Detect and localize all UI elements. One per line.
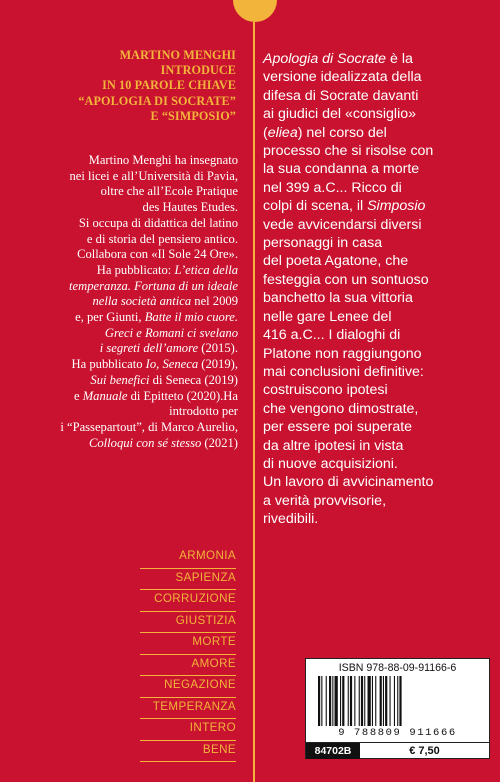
bio-line: Collabora con «Il Sole 24 Ore».	[77, 247, 238, 262]
bio-line	[28, 279, 238, 295]
heading-line: “APOLOGIA DI SOCRATE”	[78, 93, 236, 108]
description-text: è la	[386, 51, 413, 67]
description-line: 416 a.C... I dialoghi di	[263, 327, 401, 344]
keyword-label: TEMPERANZA	[152, 699, 236, 713]
keyword-item	[140, 655, 236, 677]
bio-text: Ha pubblicato:	[96, 262, 175, 277]
term: eliea	[267, 124, 298, 141]
bio-line: Martino Menghi ha insegnato	[88, 153, 238, 167]
bio-text: e	[73, 388, 83, 403]
description-line: rivedibili.	[263, 511, 319, 528]
bio-line	[28, 326, 238, 342]
book-title: Simposio	[367, 198, 426, 215]
keyword-label: SAPIENZA	[175, 570, 236, 584]
keyword-item	[140, 547, 236, 569]
description-line	[263, 197, 491, 215]
keyword-label: BENE	[202, 742, 236, 756]
description-line: festeggia con un sontuoso	[263, 271, 429, 288]
keyword-item	[140, 741, 236, 763]
description-line: a verità provvisorie,	[263, 492, 387, 509]
author-bio	[28, 153, 238, 451]
description-line: Un lavoro di avvicinamento	[263, 474, 434, 491]
keyword-item	[140, 698, 236, 720]
bio-line	[28, 310, 238, 326]
keyword-underline	[140, 761, 236, 762]
book-title: Io, Seneca	[145, 357, 199, 372]
description-line: nel 399 a.C... Ricco di	[263, 179, 402, 196]
barcode-icon	[318, 676, 477, 726]
bio-line: oltre che all’Ecole Pratique	[100, 184, 238, 199]
description-line: ai giudici del «consiglio»	[263, 106, 417, 123]
description-line: nelle gare Lenee del	[263, 308, 392, 325]
description-line: Platone non raggiungono	[263, 345, 422, 362]
keyword-item	[140, 676, 236, 698]
column-divider	[253, 22, 255, 782]
description-line	[263, 124, 491, 142]
bio-line: nei licei e all’Università di Pavia,	[69, 168, 238, 183]
description-line: da altre ipotesi in vista	[263, 437, 404, 454]
book-title: Manuale	[82, 388, 128, 403]
heading-line: IN 10 PAROLE CHIAVE	[102, 78, 236, 93]
bio-text: (2021)	[201, 435, 238, 450]
description-line: la sua condanna a morte	[263, 161, 420, 178]
description-line: banchetto la sua vittoria	[263, 290, 413, 307]
keyword-label: INTERO	[189, 721, 236, 734]
book-description	[263, 50, 491, 529]
bio-line	[28, 389, 238, 405]
heading-line: MARTINO MENGHI	[119, 48, 236, 62]
description-text: (	[263, 124, 268, 141]
barcode-digits: 9 788809 911666	[338, 727, 457, 739]
book-title: nella società antica	[92, 294, 192, 309]
bio-line	[28, 436, 238, 452]
description-text: colpi di scena, il	[263, 198, 368, 215]
bio-text: di Epitteto (2020).Ha	[127, 388, 238, 403]
description-line: per essere poi superate	[263, 419, 413, 436]
book-title: i segreti dell’amore	[99, 341, 199, 356]
barcode-panel	[305, 658, 490, 759]
isbn-label: ISBN 978-88-09-91166-6	[338, 662, 457, 674]
cover-heading	[56, 48, 236, 124]
bio-line: Si occupa di didattica del latino	[78, 215, 238, 230]
book-title: Batte il mio cuore.	[144, 310, 238, 325]
price-label: € 7,50	[409, 745, 440, 757]
bio-text: (2015).	[198, 341, 238, 356]
description-line: personaggi in casa	[263, 235, 383, 252]
product-code: 84702B	[306, 743, 360, 759]
keyword-list	[140, 547, 236, 762]
price-row	[306, 742, 489, 759]
description-text: ) nel corso del	[297, 124, 387, 141]
bio-line: i “Passepartout”, di Marco Aurelio,	[60, 419, 238, 434]
book-title: Apologia di Socrate	[263, 51, 387, 67]
keyword-item	[140, 569, 236, 591]
book-title: Greci e Romani ci svelano	[104, 325, 238, 340]
book-title: Colloqui con sé stesso	[88, 435, 202, 450]
heading-line: INTRODUCE	[160, 63, 236, 78]
decorative-circle	[233, 0, 277, 22]
description-line: costruiscono ipotesi	[263, 382, 388, 399]
bio-line	[28, 294, 238, 310]
description-line: vede avvicendarsi diversi	[263, 216, 422, 233]
keyword-label: CORRUZIONE	[154, 592, 236, 605]
bio-text: di Seneca (2019)	[149, 372, 238, 387]
keyword-item	[140, 612, 236, 634]
heading-line: E “SIMPOSIO”	[150, 108, 236, 123]
bio-line	[28, 373, 238, 389]
book-title: temperanza. Fortuna di un ideale	[69, 278, 238, 293]
book-title: L’etica della	[174, 262, 238, 277]
bio-text: nel 2009	[191, 294, 238, 309]
book-title: Sui benefici	[90, 372, 150, 387]
description-line: del poeta Agatone, che	[263, 253, 409, 270]
bio-line	[28, 263, 238, 279]
description-line	[263, 50, 491, 68]
bio-text: e, per Giunti,	[75, 310, 145, 325]
bio-line: introdotto per	[169, 404, 238, 419]
bio-text: Ha pubblicato	[71, 357, 146, 372]
description-line: processo che si risolse con	[263, 143, 434, 160]
description-line: difesa di Socrate davanti	[263, 87, 419, 104]
bio-line	[28, 357, 238, 373]
description-line: che vengono dimostrate,	[263, 400, 419, 417]
keyword-label: MORTE	[192, 635, 236, 648]
keyword-item	[140, 719, 236, 741]
description-line: di nuove acquisizioni.	[263, 455, 398, 472]
keyword-item	[140, 590, 236, 612]
keyword-label: NEGAZIONE	[164, 678, 236, 691]
description-line: versione idealizzata della	[263, 69, 422, 86]
keyword-label: AMORE	[191, 656, 236, 670]
bio-line: e di storia del pensiero antico.	[86, 231, 238, 246]
keyword-item	[140, 633, 236, 655]
bio-line: des Hautes Etudes.	[142, 200, 238, 215]
bio-text: (2019),	[198, 357, 238, 372]
keyword-label: ARMONIA	[179, 549, 236, 562]
description-line: mai conclusioni definitive:	[263, 363, 424, 380]
keyword-label: GIUSTIZIA	[175, 613, 236, 627]
bio-line	[28, 341, 238, 357]
